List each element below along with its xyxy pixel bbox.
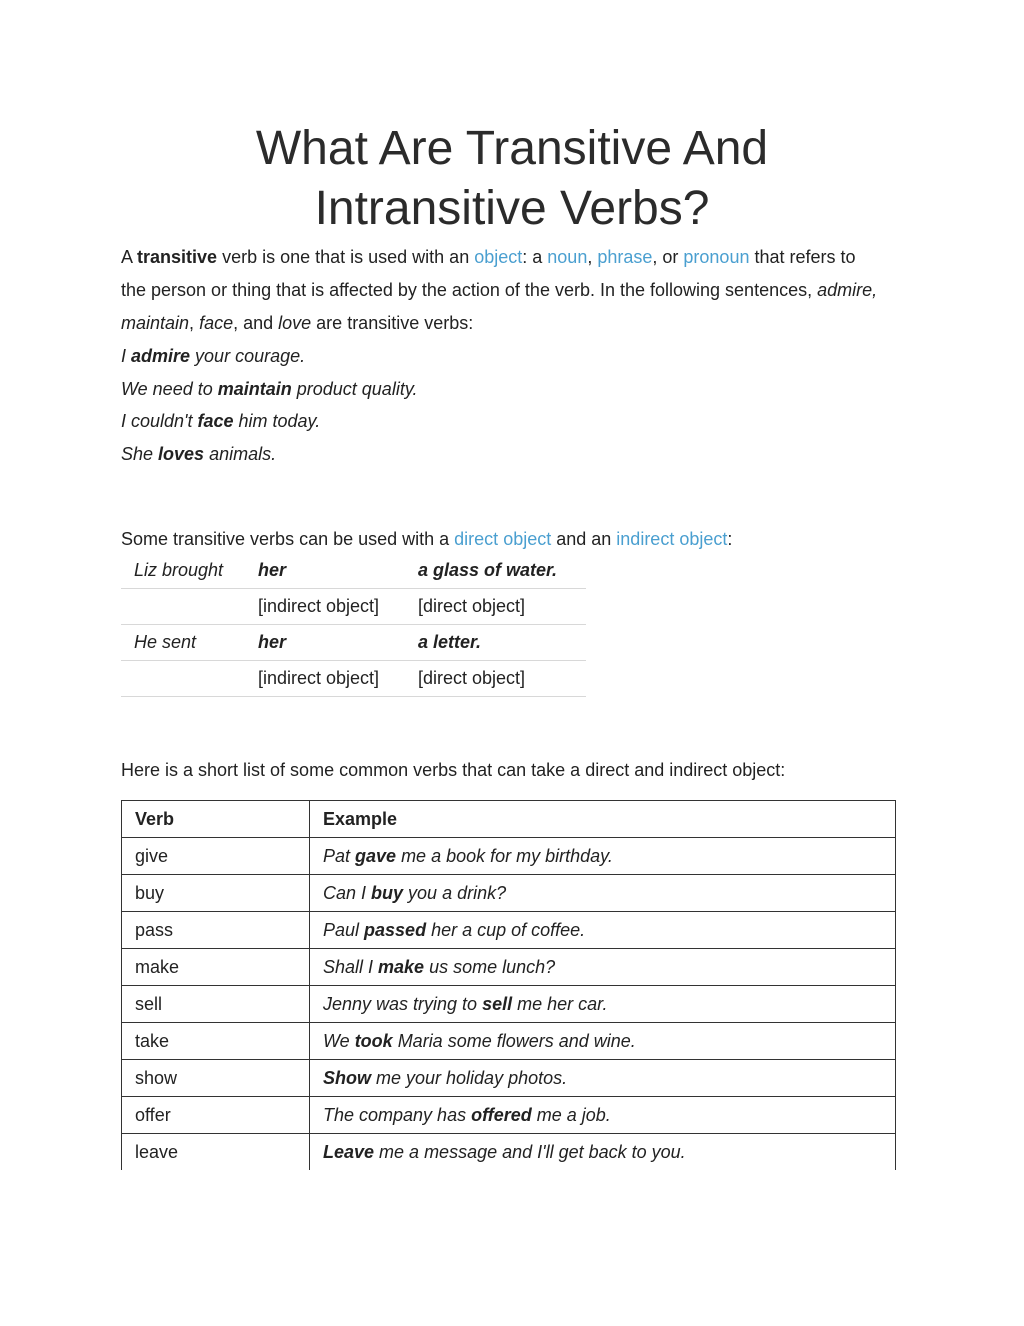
example-cell [310, 1134, 896, 1171]
link-phrase[interactable]: phrase [597, 247, 653, 267]
intro-text: , or [652, 247, 684, 267]
example-verb: passed [364, 919, 427, 940]
example-verb: offered [471, 1104, 532, 1125]
example-cell [310, 1060, 896, 1097]
direct-object-label: [direct object] [418, 589, 586, 625]
table-row [122, 1023, 896, 1060]
objects-intro-text: and an [551, 529, 617, 549]
example-verb: sell [482, 993, 513, 1014]
example-verb: took [354, 1030, 393, 1051]
table-row [122, 912, 896, 949]
example-text: me her car. [512, 993, 608, 1014]
column-header-verb: Verb [122, 801, 310, 838]
intro-bold-transitive: transitive [137, 247, 218, 267]
objects-intro-text: : [727, 529, 733, 549]
example-verb: gave [355, 845, 397, 866]
intro-italic-face: face [199, 313, 234, 333]
intro-italic-verbs: admire, maintain [121, 280, 878, 333]
subject-cell [121, 661, 258, 697]
verb-cell: give [122, 838, 310, 875]
link-indirect-object[interactable]: indirect object [616, 529, 728, 549]
example-text: Can I [323, 882, 372, 903]
table-row [122, 838, 896, 875]
example-verb: maintain [217, 379, 292, 399]
example-cell [310, 949, 896, 986]
intro-text: , [189, 313, 200, 333]
example-verb: buy [371, 882, 404, 903]
table-row [121, 625, 586, 661]
verb-list-table [121, 800, 896, 1170]
direct-object-cell: a letter. [418, 625, 586, 661]
example-text: Maria some flowers and wine. [392, 1030, 636, 1051]
example-sentence [121, 344, 305, 368]
example-cell [310, 912, 896, 949]
example-text: product quality. [291, 379, 418, 399]
example-sentence [121, 377, 418, 401]
example-verb: face [197, 411, 234, 431]
example-text: me a job. [531, 1104, 611, 1125]
subject-cell [121, 589, 258, 625]
objects-intro-text: Some transitive verbs can be used with a [121, 529, 455, 549]
link-object[interactable]: object [474, 247, 523, 267]
example-text: Pat [323, 845, 356, 866]
example-cell [310, 1023, 896, 1060]
subject-cell: He sent [121, 625, 258, 661]
verb-cell: sell [122, 986, 310, 1023]
intro-text: A [121, 247, 138, 267]
example-verb: Show [323, 1067, 371, 1088]
example-sentence [121, 409, 320, 433]
intro-paragraph [121, 241, 881, 340]
intro-text: that refers to the person or thing that is affected by the action of the verb. In the following sentences, [121, 247, 856, 300]
indirect-object-label: [indirect object] [258, 661, 418, 697]
direct-object-label: [direct object] [418, 661, 586, 697]
table-row [122, 1097, 896, 1134]
intro-text: , [587, 247, 598, 267]
table-row [121, 661, 586, 697]
example-text: you a drink? [403, 882, 507, 903]
indirect-object-cell: her [258, 553, 418, 589]
link-direct-object[interactable]: direct object [454, 529, 552, 549]
example-verb: Leave [323, 1141, 375, 1162]
table-row [122, 1134, 896, 1171]
example-text: me your holiday photos. [371, 1067, 568, 1088]
verb-cell: offer [122, 1097, 310, 1134]
example-text: animals. [204, 444, 277, 464]
intro-italic-love: love [278, 313, 312, 333]
verb-cell: take [122, 1023, 310, 1060]
verb-cell: pass [122, 912, 310, 949]
intro-text: verb is one that is used with an [217, 247, 475, 267]
example-cell [310, 838, 896, 875]
table-row [121, 553, 586, 589]
example-text: The company has [323, 1104, 472, 1125]
table-row [121, 589, 586, 625]
example-text: Jenny was trying to [323, 993, 483, 1014]
page-title-line-2: Intransitive Verbs? [314, 182, 710, 235]
link-pronoun[interactable]: pronoun [683, 247, 750, 267]
subject-cell: Liz brought [121, 553, 258, 589]
table-row [122, 949, 896, 986]
example-sentence [121, 442, 276, 466]
objects-intro-paragraph [121, 526, 881, 552]
verb-cell: leave [122, 1134, 310, 1171]
example-text: her a cup of coffee. [426, 919, 586, 940]
verb-cell: buy [122, 875, 310, 912]
example-text: Shall I [323, 956, 379, 977]
intro-text: are transitive verbs: [311, 313, 474, 333]
example-text: I [121, 346, 132, 366]
intro-text: : a [522, 247, 548, 267]
example-text: She [121, 444, 159, 464]
indirect-object-cell: her [258, 625, 418, 661]
example-verb: admire [131, 346, 191, 366]
example-text: us some lunch? [424, 956, 556, 977]
column-header-example: Example [310, 801, 896, 838]
object-example-table [121, 553, 586, 697]
example-cell [310, 1097, 896, 1134]
example-text: We [323, 1030, 355, 1051]
table-row [122, 1060, 896, 1097]
table-row [122, 875, 896, 912]
example-cell [310, 986, 896, 1023]
example-text: I couldn't [121, 411, 198, 431]
example-text: your courage. [190, 346, 306, 366]
example-verb: make [378, 956, 425, 977]
indirect-object-label: [indirect object] [258, 589, 418, 625]
page-title-line-1: What Are Transitive And [255, 122, 769, 175]
verb-cell: make [122, 949, 310, 986]
table-header-row [122, 801, 896, 838]
verb-cell: show [122, 1060, 310, 1097]
example-text: him today. [233, 411, 321, 431]
example-text: Paul [323, 919, 365, 940]
intro-text: , and [233, 313, 279, 333]
direct-object-cell: a glass of water. [418, 553, 586, 589]
verb-list-intro: Here is a short list of some common verbs that can take a direct and indirect object: [121, 760, 786, 780]
link-noun[interactable]: noun [547, 247, 588, 267]
example-text: me a message and I'll get back to you. [374, 1141, 686, 1162]
example-text: We need to [121, 379, 218, 399]
example-cell [310, 875, 896, 912]
table-row [122, 986, 896, 1023]
example-text: me a book for my birthday. [396, 845, 613, 866]
example-verb: loves [158, 444, 205, 464]
